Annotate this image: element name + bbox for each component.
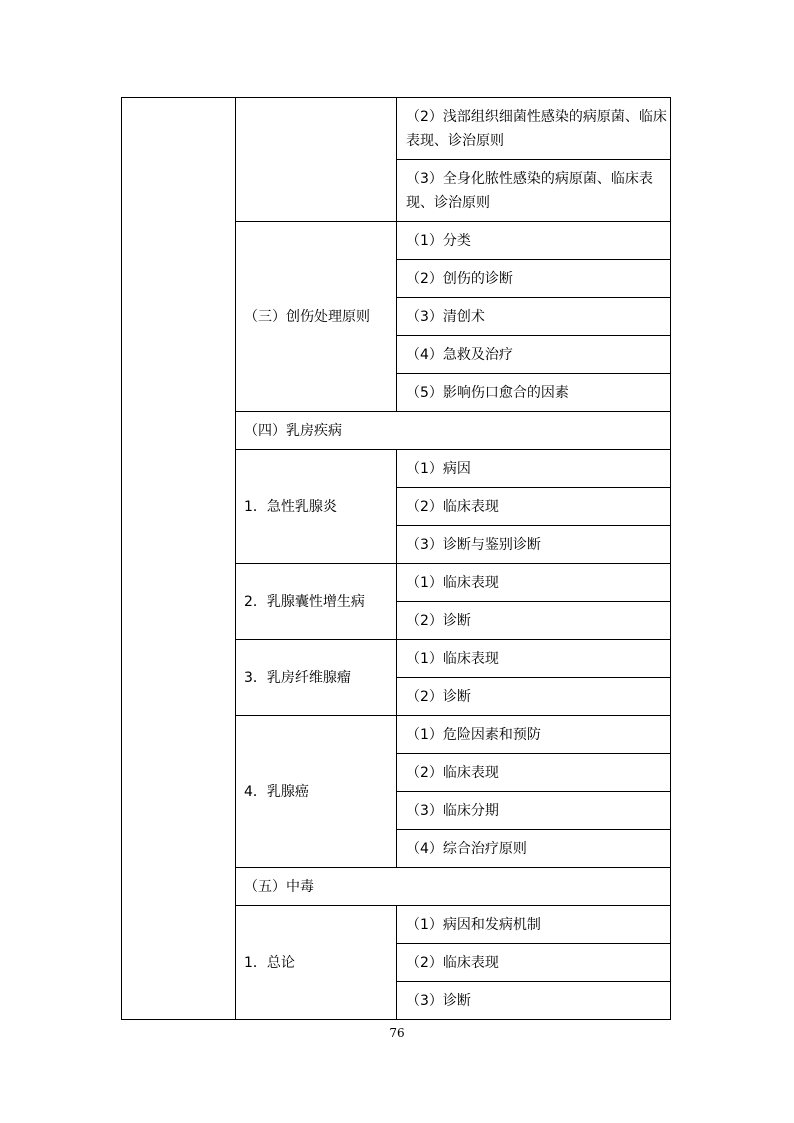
table-cell: （4）急救及治疗	[397, 336, 671, 374]
table-cell: （2）创伤的诊断	[397, 260, 671, 298]
subsection-title: 2．乳腺囊性增生病	[236, 564, 397, 640]
section-title-trauma: （三）创伤处理原则	[236, 222, 397, 412]
table-cell: （3）诊断与鉴别诊断	[397, 526, 671, 564]
table-cell: （1）危险因素和预防	[397, 716, 671, 754]
section-title-breast: （四）乳房疾病	[236, 412, 671, 450]
table-cell: （2）浅部组织细菌性感染的病原菌、临床表现、诊治原则	[397, 98, 671, 160]
table-cell: （1）临床表现	[397, 640, 671, 678]
table-cell: （3）清创术	[397, 298, 671, 336]
table-cell: （5）影响伤口愈合的因素	[397, 374, 671, 412]
subsection-title: 1．总论	[236, 906, 397, 1020]
table-cell: （3）全身化脓性感染的病原菌、临床表现、诊治原则	[397, 160, 671, 222]
subsection-title: 3．乳房纤维腺瘤	[236, 640, 397, 716]
subsection-title: 1．急性乳腺炎	[236, 450, 397, 564]
table-cell: （4）综合治疗原则	[397, 830, 671, 868]
table-cell: （1）临床表现	[397, 564, 671, 602]
table-cell: （3）临床分期	[397, 792, 671, 830]
table-cell: （1）分类	[397, 222, 671, 260]
topic-cell-empty	[236, 98, 397, 222]
unit-column-cell	[122, 98, 236, 1020]
table-cell: （2）临床表现	[397, 944, 671, 982]
table-cell: （2）临床表现	[397, 488, 671, 526]
section-title-poisoning: （五）中毒	[236, 868, 671, 906]
table-cell: （1）病因和发病机制	[397, 906, 671, 944]
table-cell: （2）临床表现	[397, 754, 671, 792]
table-cell: （1）病因	[397, 450, 671, 488]
page-number: 76	[389, 1026, 405, 1040]
table-cell: （3）诊断	[397, 982, 671, 1020]
table-cell: （2）诊断	[397, 678, 671, 716]
syllabus-table	[121, 97, 671, 1020]
table-cell: （2）诊断	[397, 602, 671, 640]
subsection-title: 4．乳腺癌	[236, 716, 397, 868]
